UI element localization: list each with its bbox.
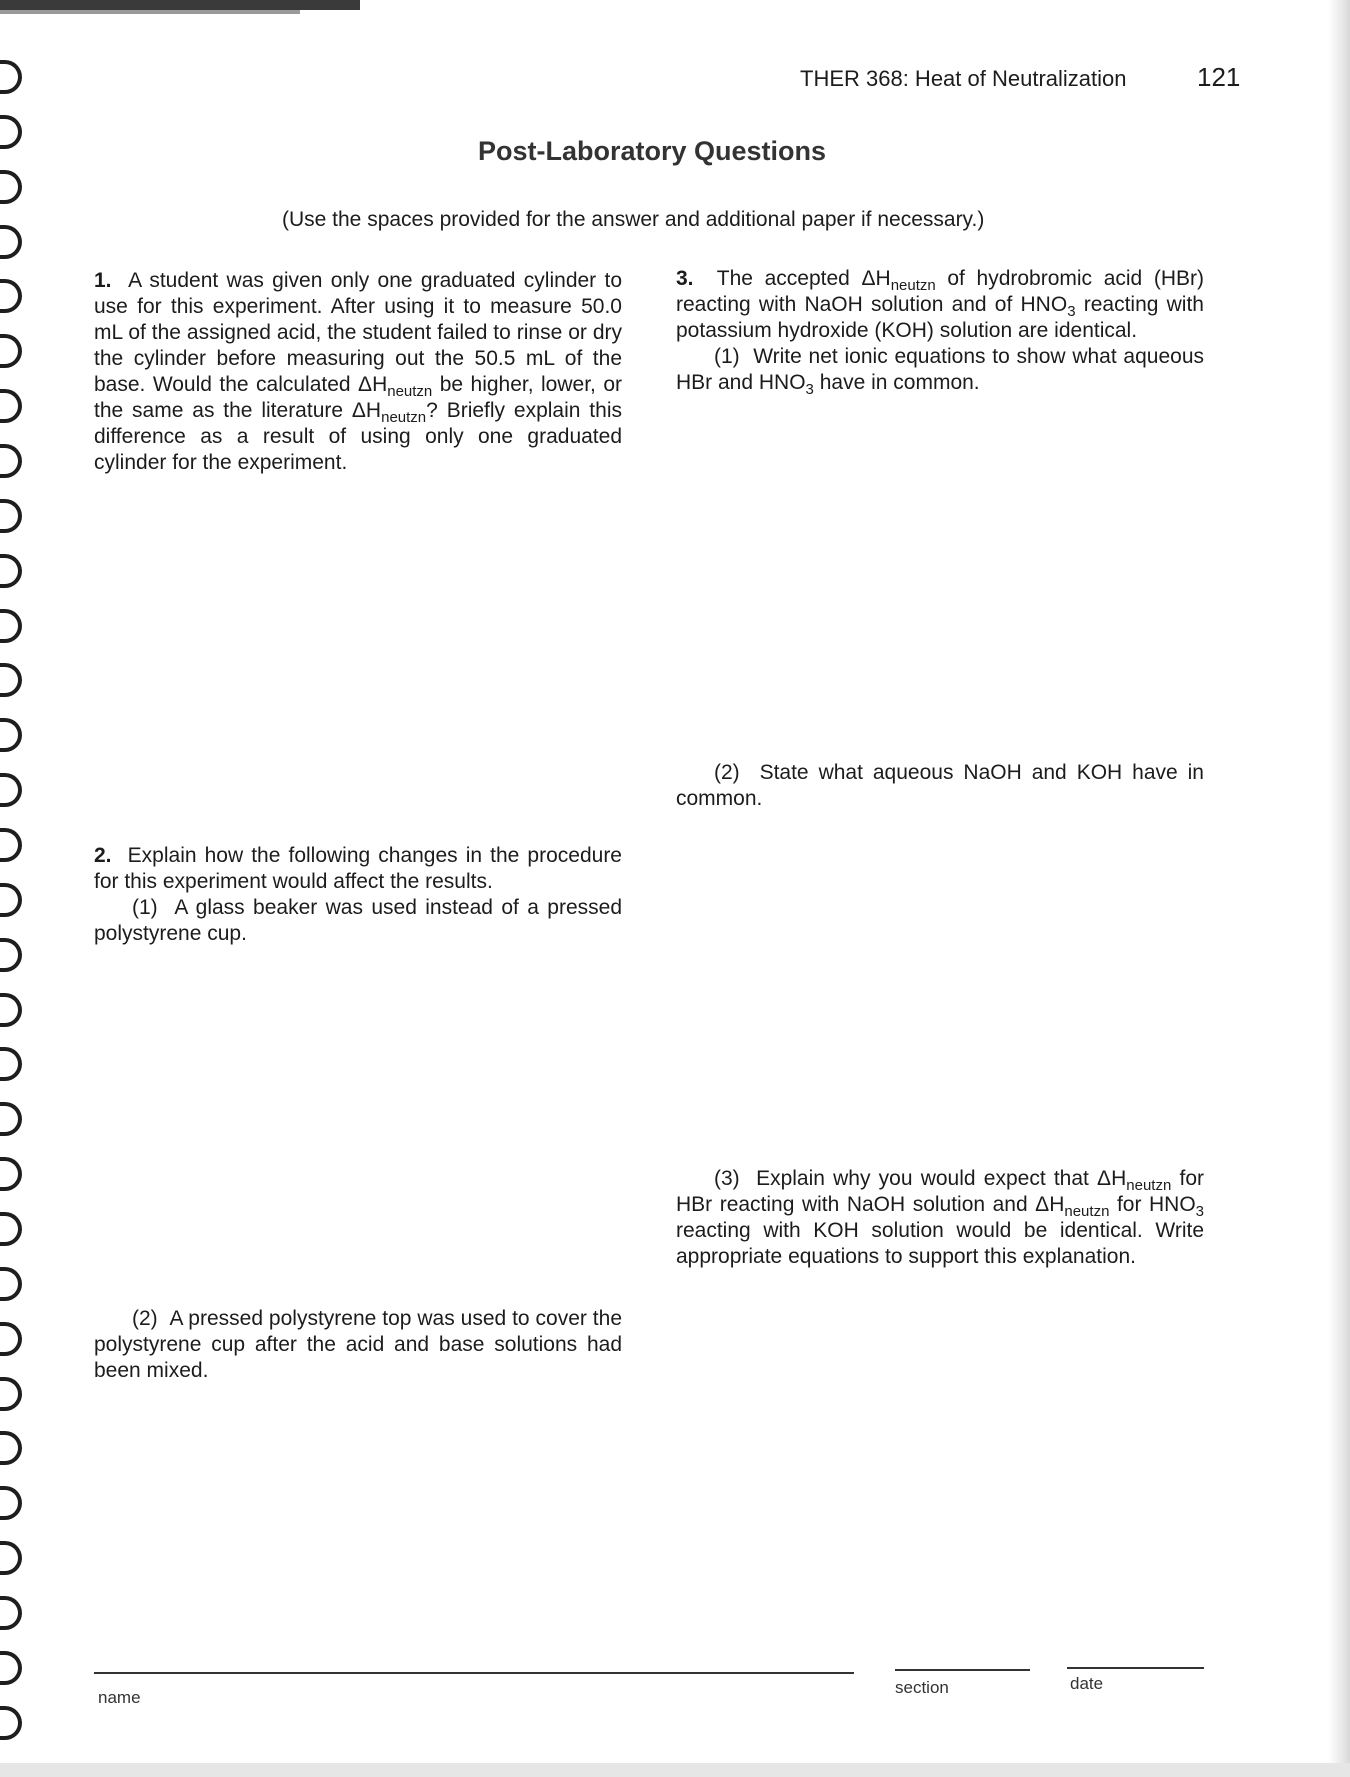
binding-ring [0,1267,22,1301]
part-text: A glass beaker was used instead of a pressed polystyrene cup. [94,896,622,945]
part-label: (2) [132,1307,158,1330]
page-edge-shadow [1328,0,1350,1777]
binding-ring [0,993,22,1027]
spiral-binding [0,60,26,1740]
instructions: (Use the spaces provided for the answer and additional paper if necessary.) [282,208,985,231]
binding-ring [0,1596,22,1630]
question-3 [676,266,1205,399]
question-text: of hydrobromic acid (HBr) reacting with NaOH solution and of HNO [676,267,1205,316]
subscript: neutzn [1064,1203,1110,1221]
running-head: THER 368: Heat of Neutralization [800,66,1127,91]
binding-ring [0,334,22,368]
binding-ring [0,60,22,94]
binding-ring [0,883,22,917]
binding-ring [0,1212,22,1246]
binding-ring [0,1102,22,1136]
question-text: ? Briefly explain this difference as a result of using only one graduated cylinder for the experiment. [94,399,622,474]
subscript: 3 [805,381,814,399]
subscript: neutzn [387,383,433,401]
question-2-part-2 [94,1306,622,1384]
binding-ring [0,663,22,697]
binding-ring [0,225,22,259]
question-number: 1. [94,269,112,292]
part-text: Write net ionic equations to show what aqueous HBr and HNO [676,345,1205,394]
part-text: for HBr reacting with NaOH solution and ΔH [676,1167,1205,1216]
page-bottom-edge [0,1763,1350,1777]
binding-ring [0,1706,22,1740]
part-label: (1) [714,345,740,368]
question-text: Explain how the following changes in the procedure for this experiment would affect the results. [94,844,622,893]
binding-ring [0,718,22,752]
date-line[interactable] [1067,1667,1204,1669]
binding-ring [0,170,22,204]
question-2 [94,843,622,947]
section-line[interactable] [895,1669,1030,1671]
part-label: (1) [132,896,158,919]
section-label: section [895,1678,949,1697]
binding-ring [0,1541,22,1575]
subscript: 3 [1067,303,1076,321]
binding-ring [0,1377,22,1411]
binding-ring [0,828,22,862]
part-label: (2) [714,761,740,784]
part-label: (3) [714,1167,740,1190]
subscript: neutzn [1126,1177,1172,1195]
question-text: reacting with potassium hydroxide (KOH) solution are identical. [676,293,1204,342]
question-text: be higher, lower, or the same as the literature ΔH [94,373,622,422]
part-text: have in common. [813,371,980,394]
binding-ring [0,389,22,423]
page-number: 121 [1197,62,1241,92]
date-label: date [1070,1674,1104,1693]
subscript: 3 [1195,1203,1205,1221]
binding-ring [0,1431,22,1465]
name-line[interactable] [94,1672,854,1674]
question-3-part-2 [676,760,1204,812]
binding-ring [0,1651,22,1685]
binding-ring [0,938,22,972]
question-text: A student was given only one graduated cylinder to use for this experiment. After using it to measure 50.0 mL of the assigned acid, the student failed to rinse or dry the cylinder before measuring out the 50.5 mL of the base. Would the calculated ΔH [94,269,622,396]
binding-ring [0,773,22,807]
part-text: for HNO [1109,1193,1196,1216]
part-text: State what aqueous NaOH and KOH have in common. [676,761,1204,810]
binding-ring [0,609,22,643]
question-3-part-3 [676,1166,1204,1270]
part-text: A pressed polystyrene top was used to cover the polystyrene cup after the acid and base solutions had been mixed. [94,1307,623,1382]
name-label: name [98,1688,141,1707]
part-text: reacting with KOH solution would be identical. Write appropriate equations to support this explanation. [676,1219,1204,1268]
binding-ring [0,279,22,313]
binding-ring [0,1486,22,1520]
binding-ring [0,444,22,478]
binding-ring [0,554,22,588]
scan-top-edge [0,0,360,10]
question-1 [94,268,622,476]
question-text: The accepted ΔH [716,267,891,290]
section-title: Post-Laboratory Questions [478,136,827,166]
binding-ring [0,115,22,149]
subscript: neutzn [890,277,936,295]
binding-ring [0,1047,22,1081]
binding-ring [0,499,22,533]
question-number: 2. [94,844,112,867]
subscript: neutzn [381,409,427,427]
part-text: Explain why you would expect that ΔH [756,1167,1127,1190]
question-number: 3. [676,267,694,290]
binding-ring [0,1322,22,1356]
binding-ring [0,1157,22,1191]
